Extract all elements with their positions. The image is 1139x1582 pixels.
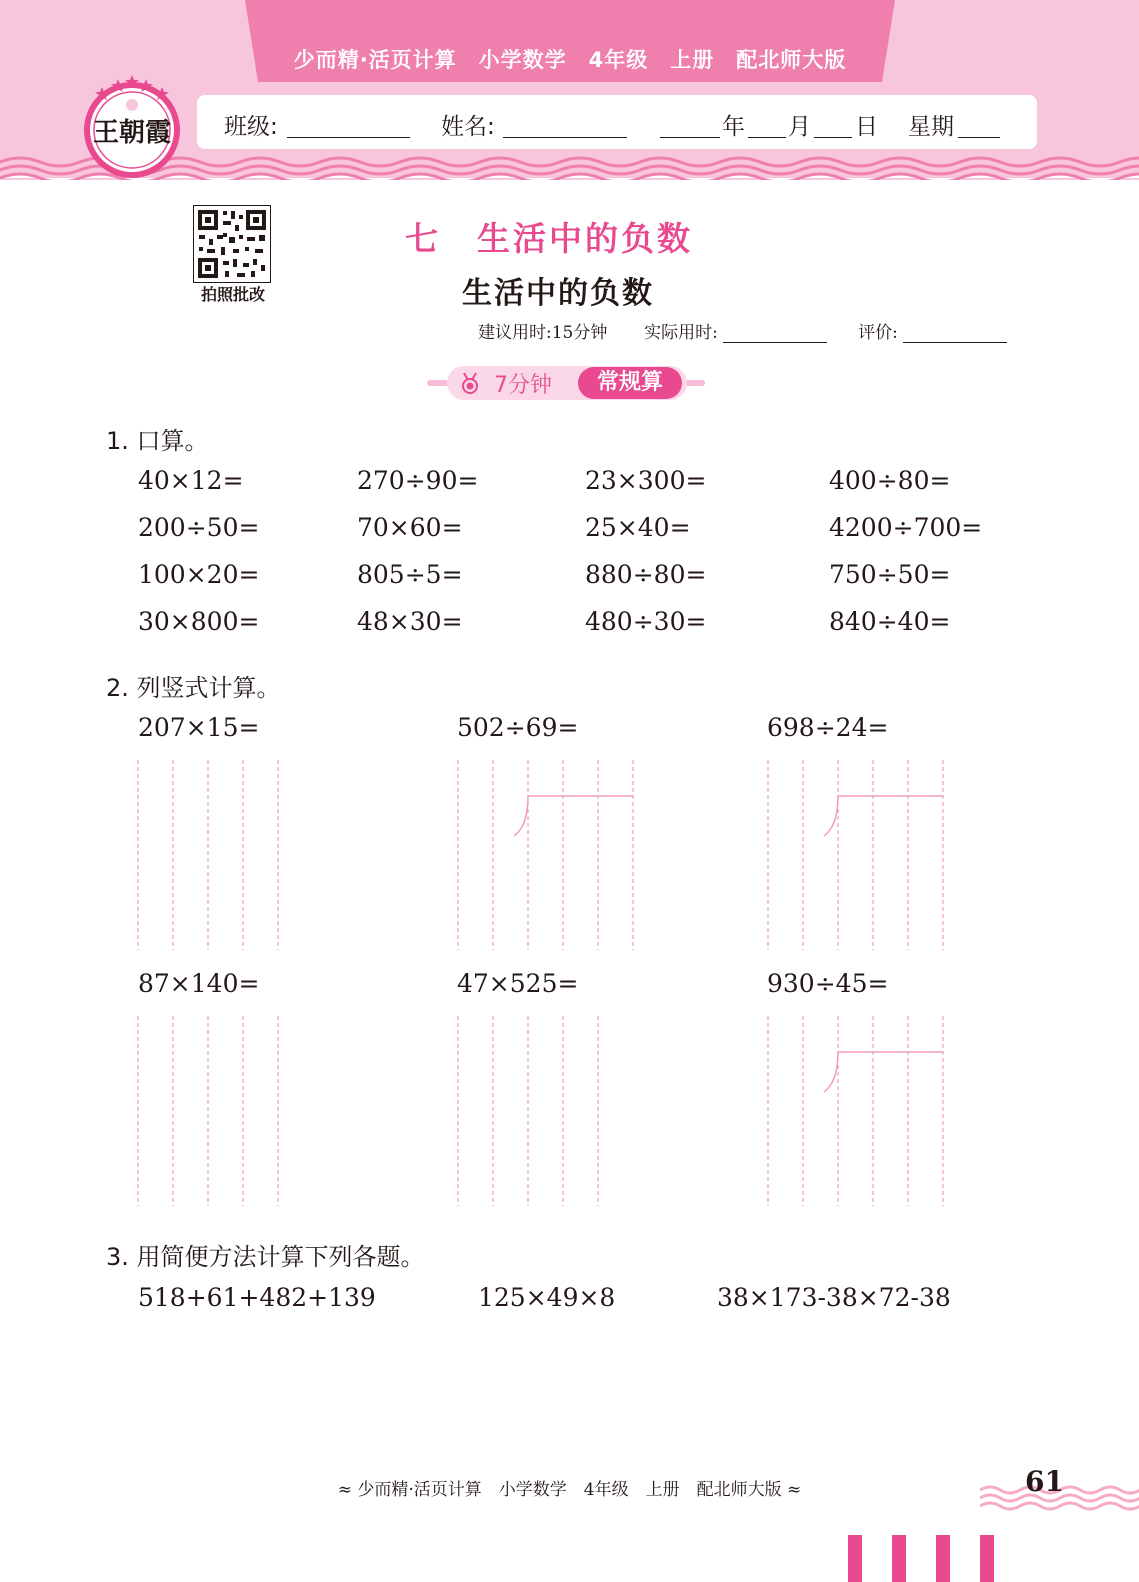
q3-expression: 518+61+482+139 (138, 1283, 376, 1312)
q1-expression: 840÷40= (829, 607, 951, 636)
work-area-division[interactable] (760, 1016, 952, 1208)
work-area-multiplication[interactable] (130, 760, 290, 952)
brand-name: 王朝霞 (92, 118, 172, 148)
time-meta-row (478, 318, 1007, 343)
evaluation-label: 评价: (858, 323, 898, 343)
qr-code[interactable] (193, 205, 271, 283)
q1-expression: 25×40= (585, 513, 691, 542)
work-area-division[interactable] (760, 760, 952, 952)
q1-expression: 880÷80= (585, 560, 707, 589)
actual-time-label: 实际用时: (644, 323, 718, 343)
q1-heading: 1. 口算。 (106, 427, 209, 455)
weekday-field[interactable] (958, 137, 1000, 138)
q2-expression: 87×140= (138, 969, 260, 998)
class-field[interactable] (287, 137, 410, 138)
q1-expression: 4200÷700= (829, 513, 983, 542)
day-field[interactable] (814, 137, 852, 138)
work-area-multiplication[interactable] (450, 1016, 610, 1208)
q1-expression: 100×20= (138, 560, 260, 589)
chapter-title: 七 生活中的负数 (405, 219, 693, 258)
q2-expression: 502÷69= (457, 713, 579, 742)
work-area-division[interactable] (450, 760, 642, 952)
weekday-label: 星期 (908, 114, 954, 140)
year-field[interactable] (660, 137, 720, 138)
series-title: 少而精·活页计算 小学数学 4年级 上册 配北师大版 (293, 48, 847, 72)
name-label: 姓名: (441, 114, 495, 140)
q1-expression: 30×800= (138, 607, 260, 636)
name-field[interactable] (503, 137, 627, 138)
year-label: 年 (722, 114, 745, 140)
q1-expression: 23×300= (585, 466, 707, 495)
q1-expression: 750÷50= (829, 560, 951, 589)
q3-expression: 38×173-38×72-38 (717, 1283, 951, 1312)
q2-heading: 2. 列竖式计算。 (106, 674, 281, 702)
q1-expression: 40×12= (138, 466, 244, 495)
class-label: 班级: (224, 114, 278, 140)
edge-tab (848, 1535, 862, 1582)
medal-icon (458, 371, 482, 395)
evaluation-field[interactable] (903, 324, 1007, 343)
suggested-time: 建议用时:15分钟 (478, 323, 608, 343)
footer-series-text: 少而精·活页计算 小学数学 4年级 上册 配北师大版 (357, 1480, 782, 1500)
q1-expression: 200÷50= (138, 513, 260, 542)
wave-icon: ≈ (787, 1480, 802, 1500)
division-bracket (514, 796, 633, 836)
badge-tag: 常规算 (578, 367, 682, 399)
edge-tab (936, 1535, 950, 1582)
q1-expression: 48×30= (357, 607, 463, 636)
q1-expression: 400÷80= (829, 466, 951, 495)
month-field[interactable] (748, 137, 786, 138)
q1-expression: 70×60= (357, 513, 463, 542)
division-bracket (824, 796, 943, 836)
q3-expression: 125×49×8 (478, 1283, 616, 1312)
q1-expression: 805÷5= (357, 560, 463, 589)
lesson-title: 生活中的负数 (462, 276, 654, 311)
brand-logo (80, 75, 185, 180)
actual-time-field[interactable] (723, 324, 827, 343)
qr-label: 拍照批改 (200, 285, 265, 304)
q2-expression: 207×15= (138, 713, 260, 742)
q2-expression: 698÷24= (767, 713, 889, 742)
badge-time: 7分钟 (494, 373, 552, 398)
division-bracket (824, 1052, 943, 1092)
edge-tab (980, 1535, 994, 1582)
month-label: 月 (788, 114, 811, 140)
page-number: 61 (1025, 1465, 1064, 1498)
q2-expression: 930÷45= (767, 969, 889, 998)
q1-expression: 270÷90= (357, 466, 479, 495)
edge-tab (892, 1535, 906, 1582)
q1-expression: 480÷30= (585, 607, 707, 636)
work-area-multiplication[interactable] (130, 1016, 290, 1208)
q3-heading: 3. 用简便方法计算下列各题。 (106, 1243, 425, 1271)
footer-series (0, 1475, 1139, 1500)
day-label: 日 (855, 114, 878, 140)
wave-icon: ≈ (337, 1480, 352, 1500)
q2-expression: 47×525= (457, 969, 579, 998)
